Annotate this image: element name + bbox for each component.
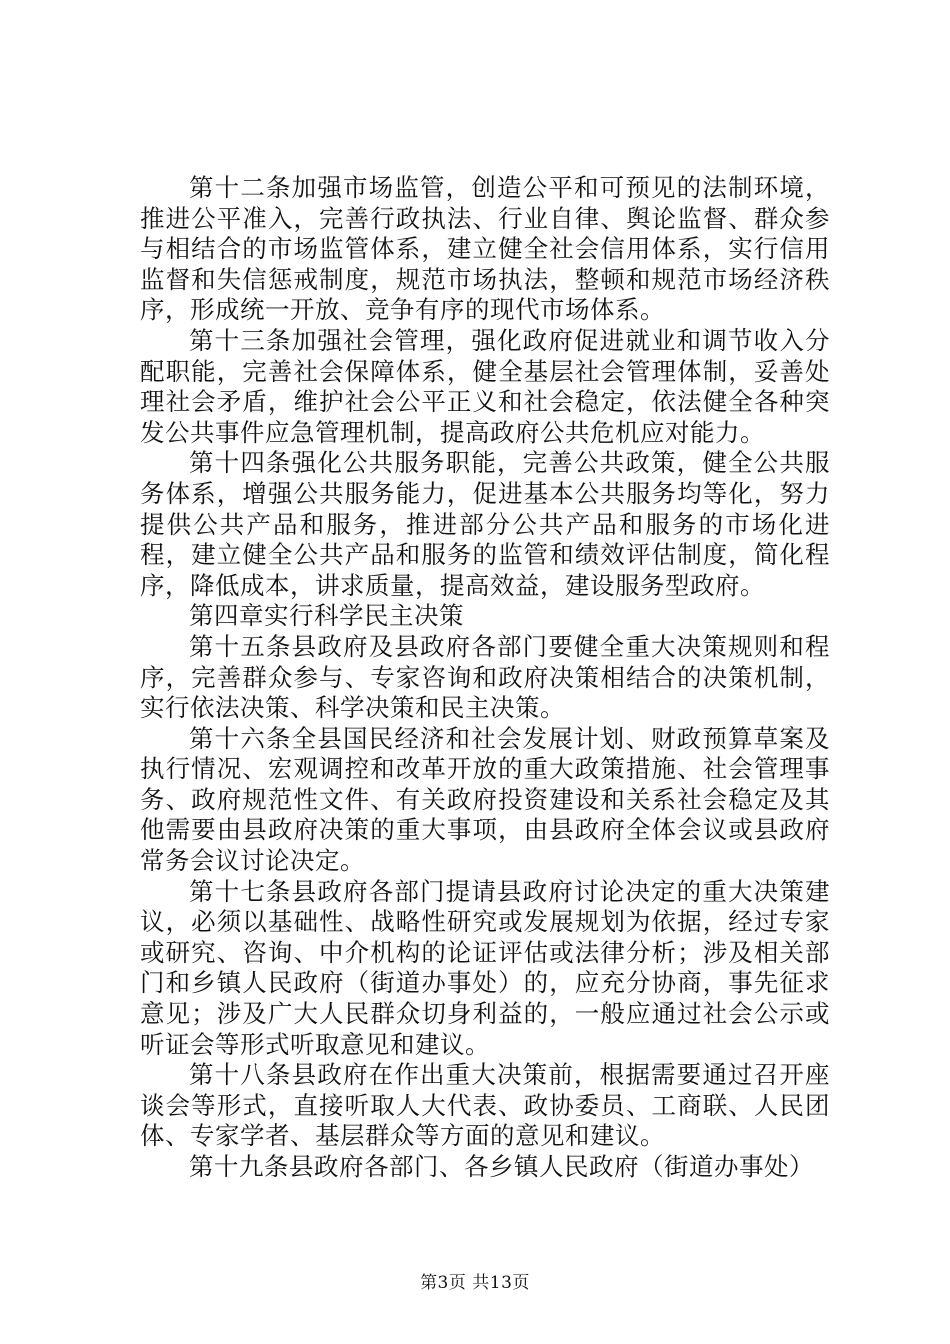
article-16-paragraph: 第十六条全县国民经济和社会发展计划、财政预算草案及执行情况、宏观调控和改革开放的重大政策措施、社会管理事务、政府规范性文件、有关政府投资建设和关系社会稳定及其他需要由县政府决策的重大事项，由县政府全体会议或县政府常务会议讨论决定。 <box>140 723 830 876</box>
document-body <box>140 173 830 1183</box>
page-footer: 第3页 共13页 <box>420 1273 530 1293</box>
article-17-paragraph: 第十七条县政府各部门提请县政府讨论决定的重大决策建议，必须以基础性、战略性研究或发展规划为依据，经过专家或研究、咨询、中介机构的论证评估或法律分析；涉及相关部门和乡镇人民政府（街道办事处）的，应充分协商，事先征求意见；涉及广大人民群众切身利益的，一般应通过社会公示或听证会等形式听取意见和建议。 <box>140 876 830 1059</box>
article-14-paragraph: 第十四条强化公共服务职能，完善公共政策，健全公共服务体系，增强公共服务能力，促进基本公共服务均等化，努力提供公共产品和服务，推进部分公共产品和服务的市场化进程，建立健全公共产品和服务的监管和绩效评估制度，简化程序，降低成本，讲求质量，提高效益，建设服务型政府。 <box>140 448 830 600</box>
article-19-paragraph: 第十九条县政府各部门、各乡镇人民政府（街道办事处） <box>189 1152 814 1181</box>
article-15-paragraph: 第十五条县政府及县政府各部门要健全重大决策规则和程序，完善群众参与、专家咨询和政府决策相结合的决策机制，实行依法决策、科学决策和民主决策。 <box>140 631 830 723</box>
article-12-paragraph: 第十二条加强市场监管，创造公平和可预见的法制环境，推进公平准入，完善行政执法、行业自律、舆论监督、群众参与相结合的市场监管体系，建立健全社会信用体系，实行信用监督和失信惩戒制度，规范市场执法，整顿和规范市场经济秩序，形成统一开放、竞争有序的现代市场体系。 <box>140 173 830 325</box>
article-13-paragraph: 第十三条加强社会管理，强化政府促进就业和调节收入分配职能，完善社会保障体系，健全基层社会管理体制，妥善处理社会矛盾，维护社会公平正义和社会稳定，依法健全各种突发公共事件应急管理机制，提高政府公共危机应对能力。 <box>140 325 830 447</box>
article-18-paragraph: 第十八条县政府在作出重大决策前，根据需要通过召开座谈会等形式，直接听取人大代表、政协委员、工商联、人民团体、专家学者、基层群众等方面的意见和建议。 <box>140 1060 830 1151</box>
chapter-4-heading: 第四章实行科学民主决策 <box>189 601 464 631</box>
